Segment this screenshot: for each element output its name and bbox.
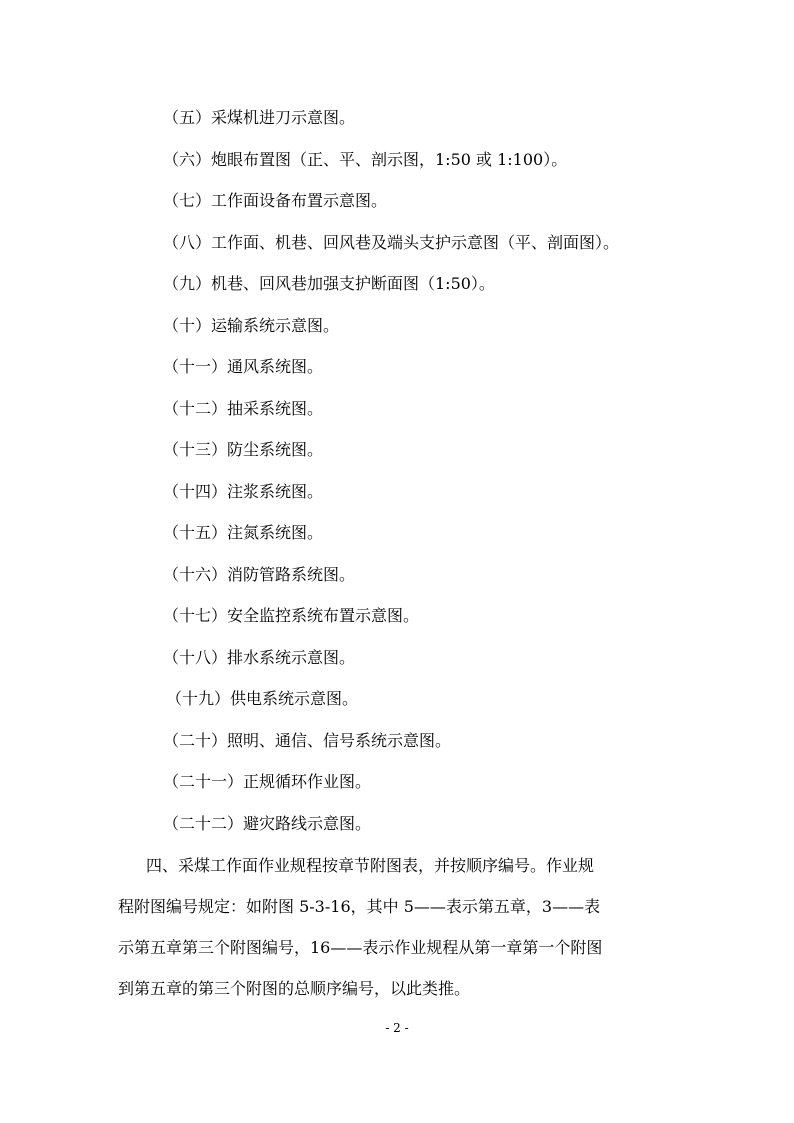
list-item-17: （十七）安全监控系统布置示意图。 — [163, 606, 420, 625]
paragraph-line: 示第五章第三个附图编号，16——表示作业规程从第一章第一个附图 — [118, 938, 603, 957]
list-item-19: （十九）供电系统示意图。 — [166, 689, 359, 708]
paragraph-line: 到第五章的第三个附图的总顺序编号，以此类推。 — [118, 979, 471, 998]
paragraph-line: 程附图编号规定：如附图 5-3-16，其中 5——表示第五章，3——表 — [118, 897, 601, 916]
list-item-14: （十四）注浆系统图。 — [163, 482, 324, 501]
list-item-11: （十一）通风系统图。 — [163, 357, 324, 376]
paragraph-line: 四、采煤工作面作业规程按章节附图表，并按顺序编号。作业规 — [146, 856, 595, 875]
list-item-6: （六）炮眼布置图（正、平、剖示图，1:50 或 1:100）。 — [163, 150, 568, 169]
list-item-20: （二十）照明、通信、信号系统示意图。 — [163, 731, 452, 750]
list-item-9: （九）机巷、回风巷加强支护断面图（1:50）。 — [163, 274, 495, 293]
list-item-10: （十）运输系统示意图。 — [163, 316, 340, 335]
list-item-22: （二十二）避灾路线示意图。 — [163, 814, 372, 833]
list-item-7: （七）工作面设备布置示意图。 — [163, 191, 388, 210]
list-item-15: （十五）注氮系统图。 — [163, 523, 324, 542]
list-item-8: （八）工作面、机巷、回风巷及端头支护示意图（平、剖面图）。 — [163, 233, 620, 252]
list-item-18: （十八）排水系统示意图。 — [163, 648, 356, 667]
list-item-13: （十三）防尘系统图。 — [163, 440, 324, 459]
list-item-5: （五）采煤机进刀示意图。 — [163, 108, 356, 127]
numbering-rule-paragraph — [118, 845, 678, 1009]
list-item-21: （二十一）正规循环作业图。 — [163, 772, 372, 791]
list-item-12: （十二）抽采系统图。 — [163, 399, 324, 418]
page-number: - 2 - — [385, 1021, 409, 1035]
list-item-16: （十六）消防管路系统图。 — [163, 565, 356, 584]
